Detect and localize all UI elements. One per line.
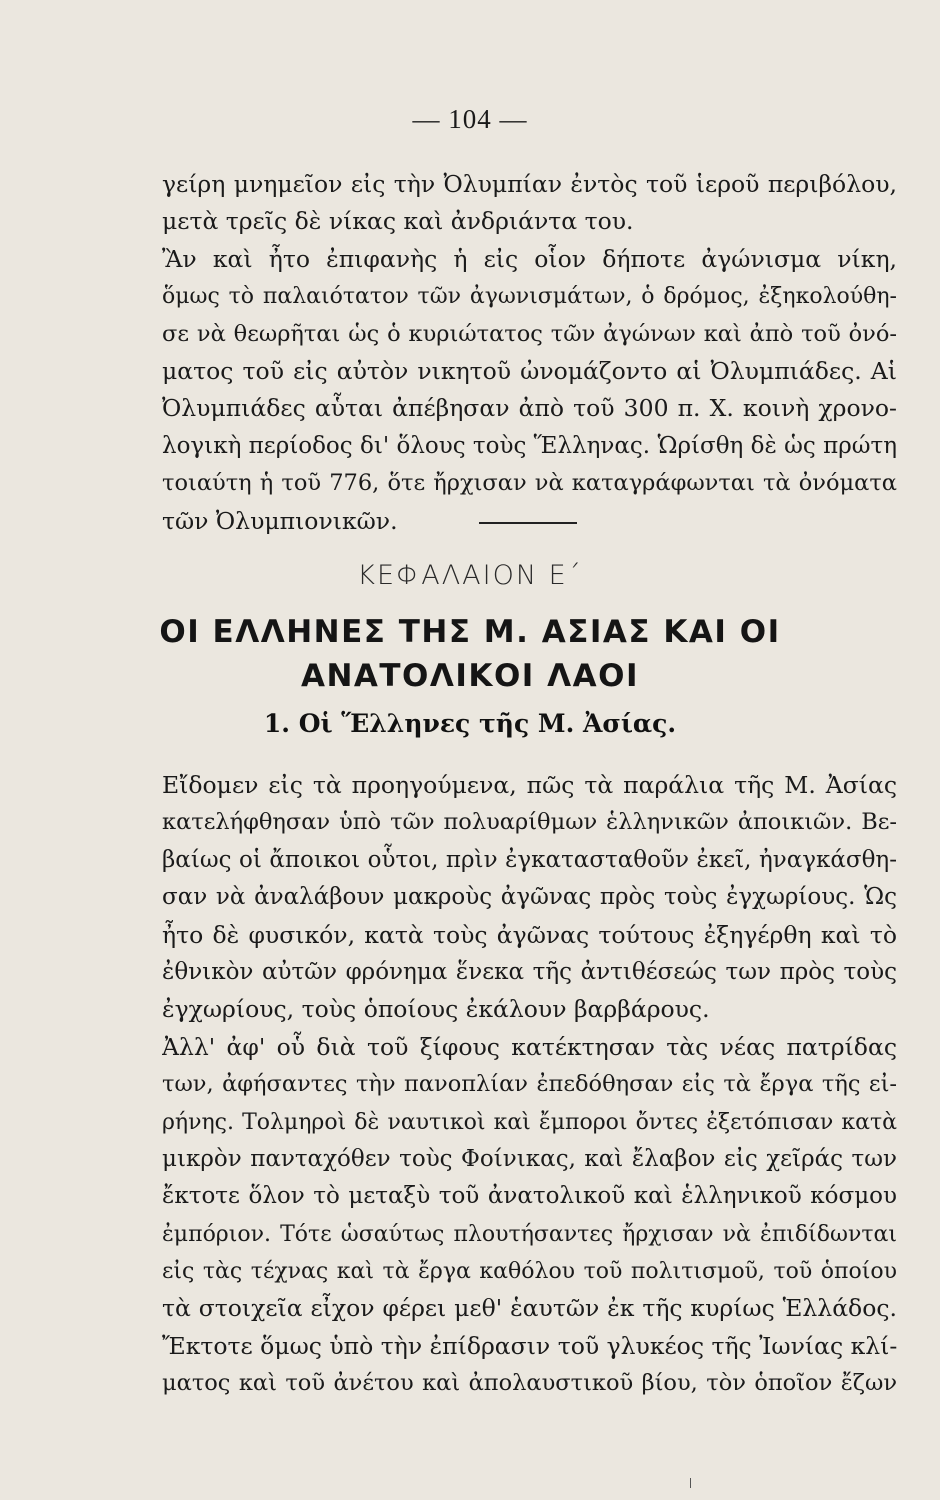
text-line: των, ἀφήσαντες τὴν πανοπλίαν ἐπεδόθησαν εἰς τὰ ἔργα τῆς εἰ- — [162, 1071, 897, 1098]
text-line: ἐθνικὸν αὐτῶν φρόνημα ἕνεκα τῆς ἀντιθέσεώς των πρὸς τοὺς — [162, 958, 897, 985]
text-line: σε νὰ θεωρῆται ὡς ὁ κυριώτατος τῶν ἀγώνων καὶ ἀπὸ τοῦ ὀνό- — [162, 320, 897, 347]
text-line: βαίως οἱ ἄποικοι οὗτοι, πρὶν ἐγκατασταθοῦν ἐκεῖ, ἠναγκάσθη- — [162, 846, 897, 873]
section-divider-rule — [479, 522, 577, 524]
page-number: — 104 — — [412, 104, 528, 134]
text-line: μετὰ τρεῖς δὲ νίκας καὶ ἀνδριάντα του. — [162, 207, 634, 236]
text-line: τοιαύτη ἡ τοῦ 776, ὅτε ἤρχισαν νὰ καταγράφωνται τὰ ὀνόματα — [162, 470, 897, 497]
section-heading: 1. Οἱ Ἕλληνες τῆς Μ. Ἀσίας. — [263, 709, 677, 738]
text-line: Ὀλυμπιάδες αὗται ἀπέβησαν ἀπὸ τοῦ 300 π. Χ. κοινὴ χρονο- — [162, 394, 897, 423]
text-line: ἐγχωρίους, τοὺς ὁποίους ἐκάλουν βαρβάρους. — [162, 995, 710, 1024]
paragraph-olympiads — [162, 166, 897, 540]
text-line: ματος τοῦ εἰς αὐτὸν νικητοῦ ὠνομάζοντο αἱ Ὀλυμπιάδες. Αἱ — [162, 356, 897, 385]
text-line: ἐμπόριον. Τότε ὡσαύτως πλουτήσαντες ἤρχισαν νὰ ἐπιδίδωνται — [162, 1221, 897, 1247]
text-line: εἰς τὰς τέχνας καὶ τὰ ἔργα καθόλου τοῦ πολιτισμοῦ, τοῦ ὁποίου — [162, 1259, 897, 1285]
text-line: Ἂν καὶ ἦτο ἐπιφανὴς ἡ εἰς οἷον δήποτε ἀγώνισμα νίκη, — [162, 244, 897, 273]
paragraph-greeks-of-asia-minor — [162, 767, 897, 1403]
text-line: ρήνης. Τολμηροὶ δὲ ναυτικοὶ καὶ ἔμποροι ὄντες ἐξετόπισαν κατὰ — [162, 1109, 897, 1135]
chapter-title-line-1: ΟΙ ΕΛΛΗΝΕΣ ΤΗΣ Μ. ΑΣΙΑΣ ΚΑΙ ΟΙ — [159, 614, 781, 650]
text-line: ἔκτοτε ὅλον τὸ μεταξὺ τοῦ ἀνατολικοῦ καὶ ἑλληνικοῦ κόσμου — [162, 1183, 897, 1210]
chapter-title-line-2: ΑΝΑΤΟΛΙΚΟΙ ΛΑΟΙ — [300, 658, 640, 694]
text-line: Ἀλλ' ἀφ' οὗ διὰ τοῦ ξίφους κατέκτησαν τὰς νέας πατρίδας — [162, 1032, 897, 1061]
text-line: Εἴδομεν εἰς τὰ προηγούμενα, πῶς τὰ παράλια τῆς Μ. Ἀσίας — [162, 771, 897, 799]
margin-mark — [690, 1478, 691, 1488]
text-line: τὰ στοιχεῖα εἶχον φέρει μεθ' ἑαυτῶν ἐκ τῆς κυρίως Ἑλλάδος. — [162, 1294, 897, 1323]
text-line: ὅμως τὸ παλαιότατον τῶν ἀγωνισμάτων, ὁ δρόμος, ἐξηκολούθη- — [162, 284, 897, 310]
text-line: λογικὴ περίοδος δι' ὅλους τοὺς Ἕλληνας. Ὡρίσθη δὲ ὡς πρώτη — [162, 432, 897, 459]
text-line: κατελήφθησαν ὑπὸ τῶν πολυαρίθμων ἑλληνικῶν ἀποικιῶν. Βε- — [162, 809, 897, 836]
text-line: ἦτο δὲ φυσικόν, κατὰ τοὺς ἀγῶνας τούτους ἐξηγέρθη καὶ τὸ — [162, 920, 897, 949]
text-line: ματος καὶ τοῦ ἀνέτου καὶ ἀπολαυστικοῦ βίου, τὸν ὁποῖον ἔζων — [162, 1370, 897, 1397]
text-line: σαν νὰ ἀναλάβουν μακροὺς ἀγῶνας πρὸς τοὺς ἐγχωρίους. Ὡς — [162, 884, 897, 911]
chapter-label: ΚΕΦΑΛΑΙΟΝ Ε΄ — [357, 560, 583, 591]
text-line: μικρὸν πανταχόθεν τοὺς Φοίνικας, καὶ ἔλαβον εἰς χεῖράς των — [162, 1145, 897, 1172]
text-line: γείρη μνημεῖον εἰς τὴν Ὀλυμπίαν ἐντὸς τοῦ ἱεροῦ περιβόλου, — [162, 170, 897, 198]
text-line: Ἔκτοτε ὅμως ὑπὸ τὴν ἐπίδρασιν τοῦ γλυκέος τῆς Ἰωνίας κλί- — [162, 1331, 897, 1360]
text-line: τῶν Ὀλυμπιονικῶν. — [162, 506, 398, 535]
